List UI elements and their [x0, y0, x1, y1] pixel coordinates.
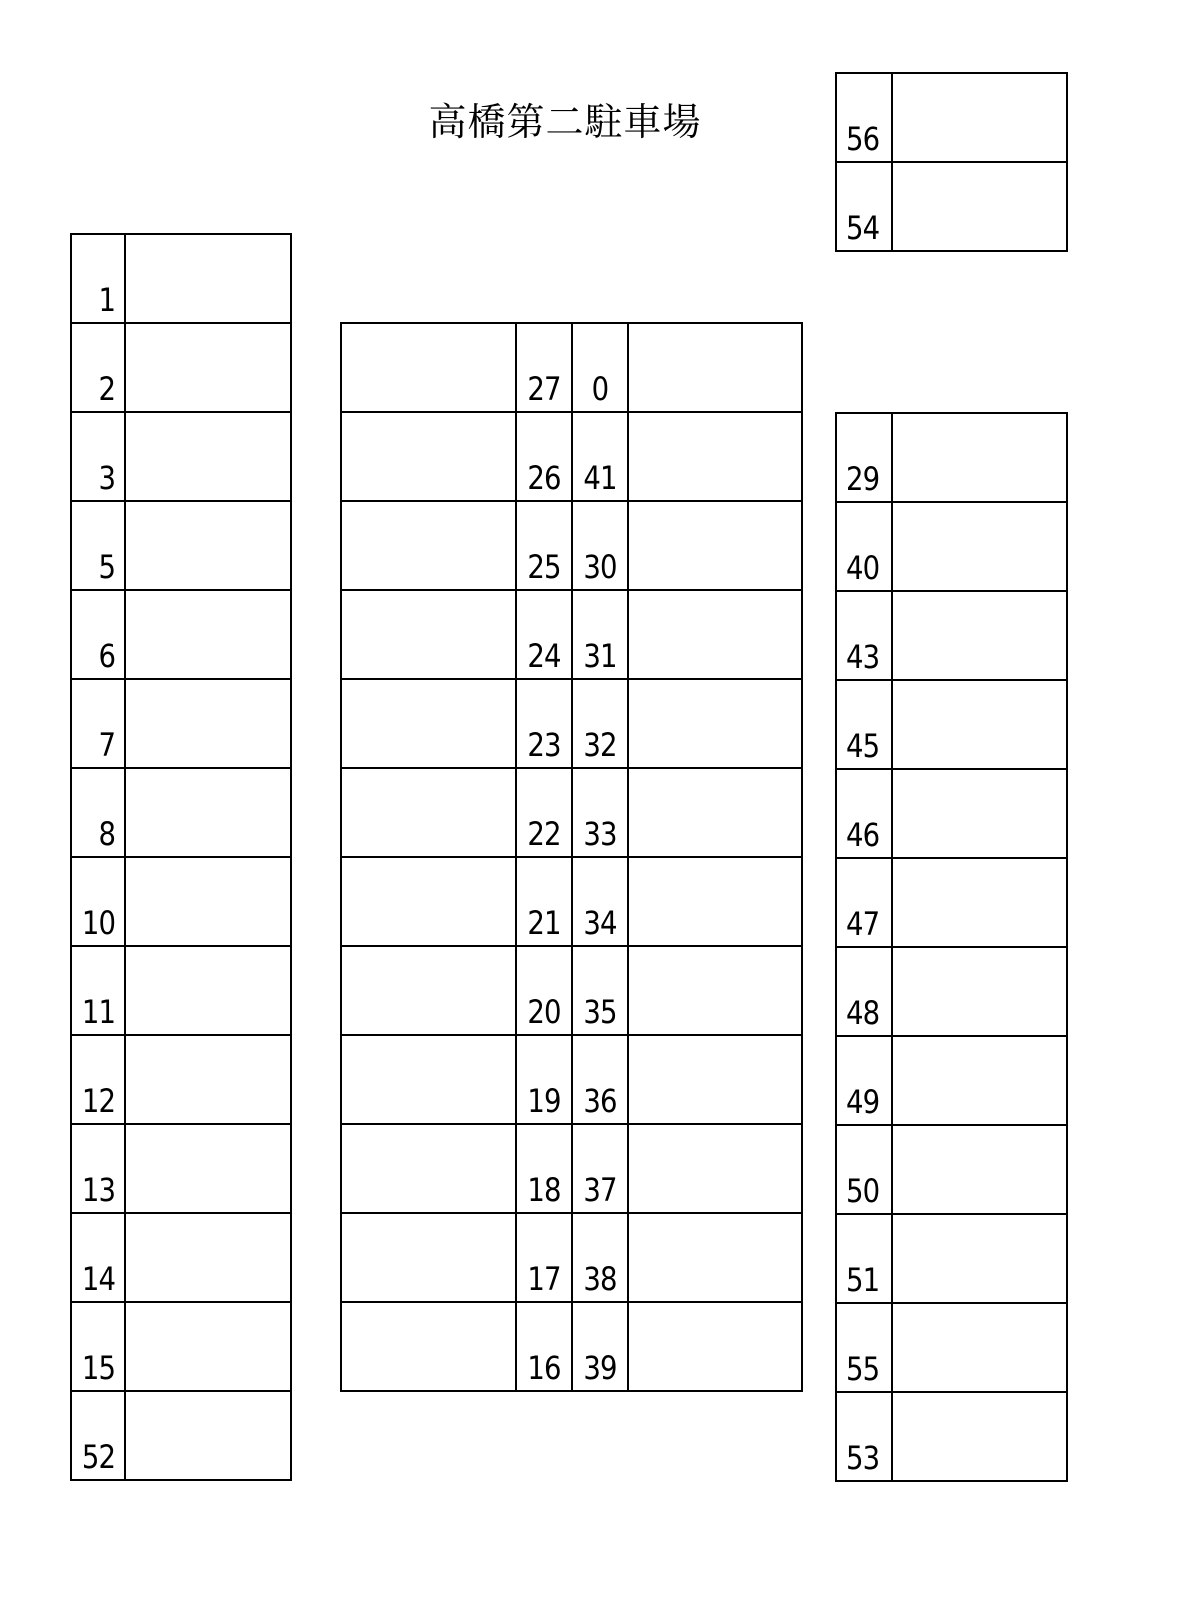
parking-space-cell [628, 679, 802, 768]
parking-row [836, 858, 1067, 947]
parking-space-number: 34 [576, 857, 624, 946]
parking-row [836, 502, 1067, 591]
parking-space-number: 41 [576, 412, 624, 501]
parking-space-cell [628, 501, 802, 590]
parking-row [341, 679, 802, 768]
parking-space-cell [341, 857, 516, 946]
parking-space-number: 3 [75, 412, 121, 501]
parking-row [836, 73, 1067, 162]
parking-row [341, 501, 802, 590]
parking-space-number: 39 [576, 1302, 624, 1391]
parking-row [836, 947, 1067, 1036]
parking-space-cell [628, 857, 802, 946]
parking-space-cell [125, 501, 291, 590]
parking-space-number: 25 [520, 501, 568, 590]
parking-space-cell [628, 590, 802, 679]
parking-row [836, 680, 1067, 769]
parking-space-number: 33 [576, 768, 624, 857]
parking-space-cell [341, 1124, 516, 1213]
parking-space-number: 49 [840, 1036, 888, 1125]
parking-space-cell [125, 1124, 291, 1213]
parking-row [71, 1302, 291, 1391]
parking-space-number: 13 [75, 1124, 121, 1213]
parking-row [71, 1391, 291, 1480]
right-parking-column [835, 412, 1068, 1482]
parking-space-cell [341, 1302, 516, 1391]
parking-space-cell [628, 1302, 802, 1391]
parking-space-number: 15 [75, 1302, 121, 1391]
parking-space-cell [892, 1214, 1067, 1303]
parking-space-number: 56 [840, 73, 888, 162]
parking-space-cell [628, 323, 802, 412]
parking-space-cell [892, 1392, 1067, 1481]
parking-space-number: 2 [75, 323, 121, 412]
parking-row [341, 1213, 802, 1302]
parking-space-cell [341, 946, 516, 1035]
parking-space-cell [125, 1302, 291, 1391]
parking-space-number: 18 [520, 1124, 568, 1213]
parking-space-cell [341, 1035, 516, 1124]
parking-space-number: 12 [75, 1035, 121, 1124]
parking-space-number: 38 [576, 1213, 624, 1302]
parking-space-cell [125, 768, 291, 857]
parking-space-cell [892, 680, 1067, 769]
parking-space-number: 48 [840, 947, 888, 1036]
parking-row [341, 857, 802, 946]
parking-space-number: 46 [840, 769, 888, 858]
parking-space-cell [892, 858, 1067, 947]
parking-space-cell [628, 768, 802, 857]
parking-space-number: 23 [520, 679, 568, 768]
parking-space-number: 52 [75, 1391, 121, 1480]
parking-space-number: 24 [520, 590, 568, 679]
parking-space-number: 36 [576, 1035, 624, 1124]
parking-space-number: 5 [75, 501, 121, 590]
parking-space-cell [341, 323, 516, 412]
parking-row [341, 590, 802, 679]
parking-row [836, 769, 1067, 858]
parking-space-number: 45 [840, 680, 888, 769]
parking-space-cell [341, 590, 516, 679]
parking-space-number: 31 [576, 590, 624, 679]
parking-space-cell [892, 413, 1067, 502]
parking-space-cell [628, 1124, 802, 1213]
parking-space-cell [341, 679, 516, 768]
parking-row [836, 162, 1067, 251]
parking-space-number: 55 [840, 1303, 888, 1392]
parking-space-cell [125, 323, 291, 412]
parking-space-cell [628, 1035, 802, 1124]
parking-space-number: 6 [75, 590, 121, 679]
parking-space-cell [125, 412, 291, 501]
parking-space-cell [892, 947, 1067, 1036]
parking-space-number: 26 [520, 412, 568, 501]
parking-space-number: 22 [520, 768, 568, 857]
parking-row [71, 412, 291, 501]
parking-space-number: 29 [840, 413, 888, 502]
parking-space-number: 0 [576, 323, 624, 412]
parking-space-number: 27 [520, 323, 568, 412]
parking-space-cell [125, 946, 291, 1035]
parking-space-number: 47 [840, 858, 888, 947]
parking-space-number: 35 [576, 946, 624, 1035]
parking-row [341, 323, 802, 412]
parking-space-cell [892, 73, 1067, 162]
parking-space-cell [628, 412, 802, 501]
parking-row [71, 857, 291, 946]
parking-row [836, 1125, 1067, 1214]
parking-space-number: 10 [75, 857, 121, 946]
parking-space-cell [125, 857, 291, 946]
parking-row [836, 1036, 1067, 1125]
parking-row [71, 768, 291, 857]
page-title: 高橋第二駐車場 [428, 100, 702, 144]
parking-space-cell [892, 162, 1067, 251]
parking-space-number: 40 [840, 502, 888, 591]
parking-row [71, 946, 291, 1035]
parking-row [71, 501, 291, 590]
middle-parking-column [340, 322, 803, 1392]
parking-row [341, 1124, 802, 1213]
parking-space-number: 20 [520, 946, 568, 1035]
top-right-parking-column [835, 72, 1068, 252]
parking-space-cell [125, 1213, 291, 1302]
parking-space-cell [892, 769, 1067, 858]
parking-row [341, 1035, 802, 1124]
parking-space-number: 16 [520, 1302, 568, 1391]
parking-row [71, 1035, 291, 1124]
parking-space-cell [341, 412, 516, 501]
parking-row [71, 590, 291, 679]
parking-space-cell [125, 234, 291, 323]
left-parking-column [70, 233, 292, 1481]
parking-row [341, 1302, 802, 1391]
parking-space-number: 1 [75, 234, 121, 323]
parking-row [341, 946, 802, 1035]
parking-space-cell [892, 502, 1067, 591]
parking-space-number: 54 [840, 162, 888, 251]
parking-row [341, 768, 802, 857]
parking-space-cell [125, 1035, 291, 1124]
parking-space-cell [892, 591, 1067, 680]
parking-space-number: 11 [75, 946, 121, 1035]
parking-space-number: 43 [840, 591, 888, 680]
parking-space-number: 51 [840, 1214, 888, 1303]
parking-space-number: 14 [75, 1213, 121, 1302]
parking-space-cell [892, 1036, 1067, 1125]
parking-space-number: 50 [840, 1125, 888, 1214]
parking-space-number: 53 [840, 1392, 888, 1481]
parking-space-cell [628, 1213, 802, 1302]
parking-space-number: 32 [576, 679, 624, 768]
parking-space-cell [892, 1303, 1067, 1392]
parking-space-cell [628, 946, 802, 1035]
parking-space-cell [892, 1125, 1067, 1214]
parking-space-cell [341, 1213, 516, 1302]
parking-row [71, 323, 291, 412]
parking-space-cell [341, 768, 516, 857]
parking-row [836, 1214, 1067, 1303]
parking-row [836, 413, 1067, 502]
parking-row [71, 234, 291, 323]
parking-row [71, 1124, 291, 1213]
parking-space-cell [341, 501, 516, 590]
parking-row [341, 412, 802, 501]
parking-space-number: 30 [576, 501, 624, 590]
parking-space-number: 21 [520, 857, 568, 946]
parking-space-cell [125, 590, 291, 679]
parking-row [836, 1392, 1067, 1481]
parking-row [836, 591, 1067, 680]
parking-row [836, 1303, 1067, 1392]
parking-space-number: 37 [576, 1124, 624, 1213]
parking-space-number: 7 [75, 679, 121, 768]
parking-space-number: 17 [520, 1213, 568, 1302]
parking-row [71, 1213, 291, 1302]
parking-space-cell [125, 1391, 291, 1480]
parking-space-cell [125, 679, 291, 768]
parking-row [71, 679, 291, 768]
parking-space-number: 19 [520, 1035, 568, 1124]
parking-space-number: 8 [75, 768, 121, 857]
